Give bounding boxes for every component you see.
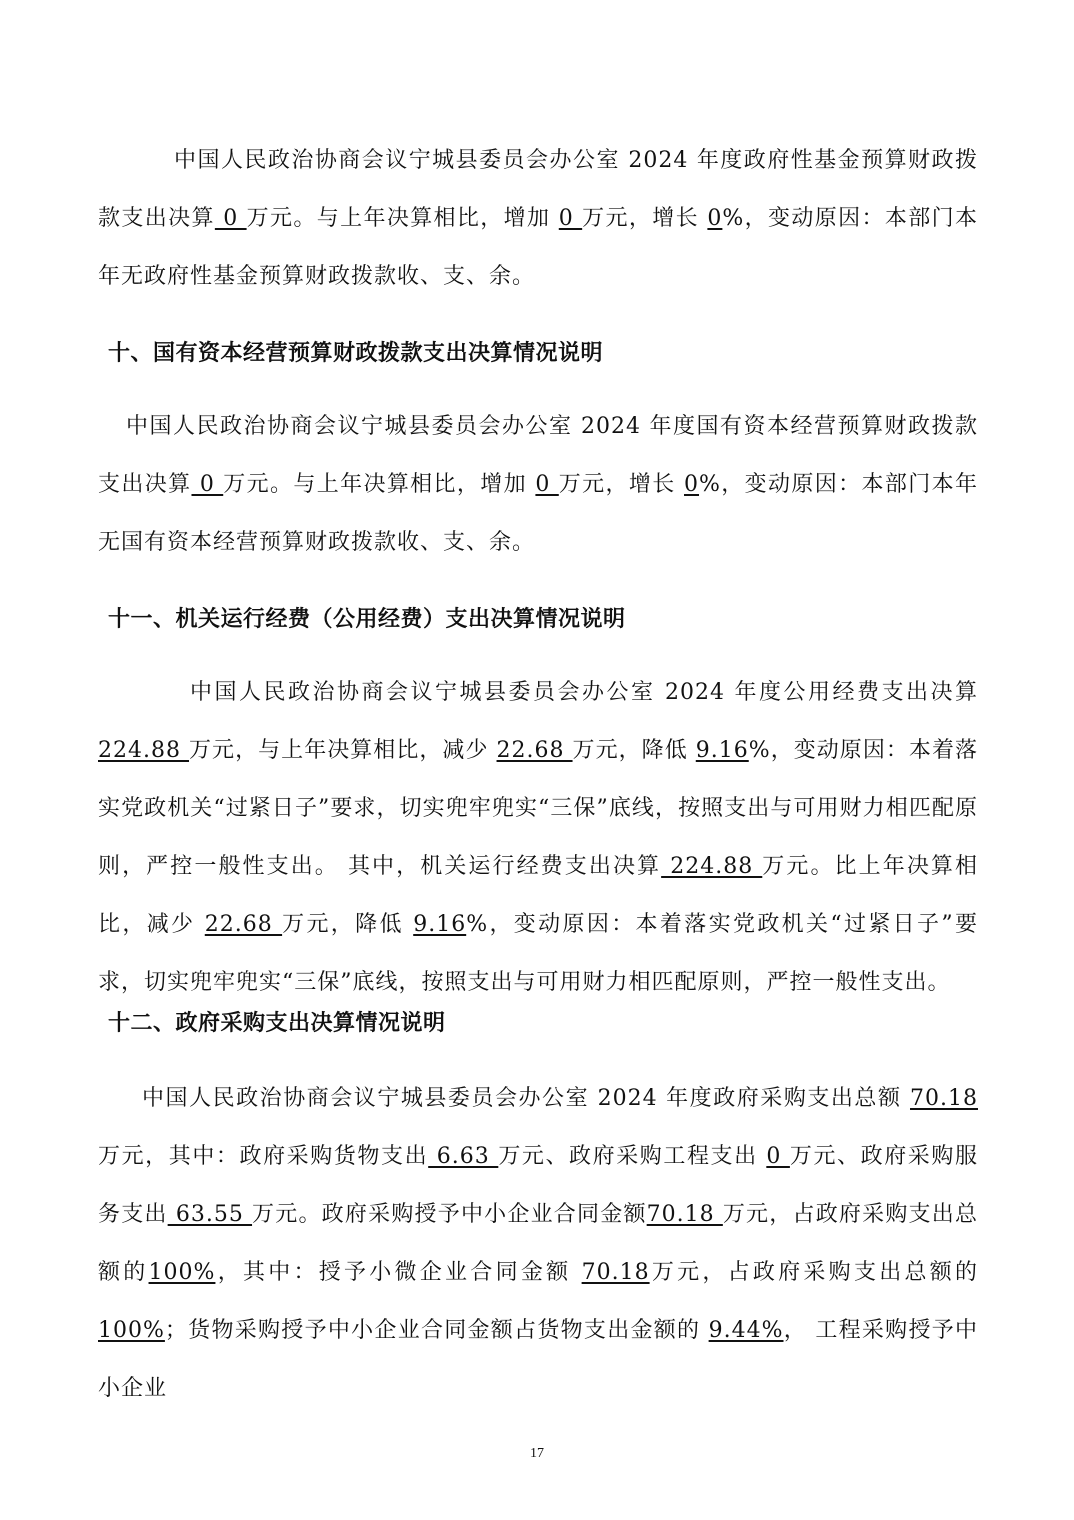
value-increase: 0 xyxy=(558,206,583,231)
value-decline-rate: 9.16 xyxy=(413,912,467,937)
value-micro-contracts: 70.18 xyxy=(581,1260,650,1285)
value-goods: 6.63 xyxy=(428,1144,499,1169)
paragraph-state-capital: 中国人民政治协商会议宁城县委员会办公室 2024 年度国有资本经营预算财政拨款支出决算 0 万元。与上年决算相比，增加 0 万元，增长 0%，变动原因：本部门本年无国有资本经营预算财政拨款收、支、余。 xyxy=(98,414,979,555)
value-operating-expense: 224.88 xyxy=(661,854,763,879)
value-growth: 0 xyxy=(707,206,723,231)
value-services: 63.55 xyxy=(167,1202,253,1227)
paragraph-government-fund: 中国人民政治协商会议宁城县委员会办公室 2024 年度政府性基金预算财政拨款支出决算 0 万元。与上年决算相比，增加 0 万元，增长 0%，变动原因：本部门本年无政府性基金预算财政拨款收、支、余。 xyxy=(98,148,979,289)
section-heading-10: 十、国有资本经营预算财政拨款支出决算情况说明 xyxy=(108,341,604,366)
value-micro-share: 100% xyxy=(98,1318,165,1343)
value-decline-rate: 9.16 xyxy=(695,738,749,763)
value-amount: 0 xyxy=(191,472,224,497)
value-sme-contracts: 70.18 xyxy=(646,1202,723,1227)
value-engineering: 0 xyxy=(766,1144,790,1169)
value-sme-share: 100% xyxy=(148,1260,216,1285)
section-heading-11: 十一、机关运行经费（公用经费）支出决算情况说明 xyxy=(108,607,626,632)
value-amount: 0 xyxy=(214,206,247,231)
section-heading-12: 十二、政府采购支出决算情况说明 xyxy=(108,1011,446,1036)
page-number: 17 xyxy=(530,1446,544,1461)
paragraph-public-expenses: 中国人民政治协商会议宁城县委员会办公室 2024 年度公用经费支出决算224.88 万元，与上年决算相比，减少 22.68 万元，降低 9.16%，变动原因：本着落实党政机关“过紧日子”要求，切实兜牢兜实“三保”底线，按照支出与可用财力相匹配原则，严控一般性支出。 其中，机关运行经费支出决算 224.88 万元。比上年决算相比，减少 22.68 万元，降低 9.16%，变动原因：本着落实党政机关“过紧日子”要求，切实兜牢兜实“三保”底线，按照支出与可用财力相匹配原则，严控一般性支出。 xyxy=(98,680,978,995)
paragraph-procurement: 中国人民政治协商会议宁城县委员会办公室 2024 年度政府采购支出总额 70.18万元，其中：政府采购货物支出 6.63 万元、政府采购工程支出 0 万元、政府采购服务支出 63.55 万元。政府采购授予中小企业合同金额70.18 万元，占政府采购支出总额的100%，其中：授予小微企业合同金额 70.18万元，占政府采购支出总额的100%；货物采购授予中小企业合同金额占货物支出金额的 9.44%， 工程采购授予中小企业 xyxy=(98,1086,979,1401)
value-goods-sme-share: 9.44% xyxy=(708,1318,784,1343)
value-procurement-total: 70.18 xyxy=(910,1086,978,1111)
value-public-expense: 224.88 xyxy=(98,738,190,763)
value-decrease: 22.68 xyxy=(204,912,283,937)
value-decrease: 22.68 xyxy=(496,738,573,763)
value-growth: 0 xyxy=(684,472,700,497)
value-increase: 0 xyxy=(535,472,559,497)
